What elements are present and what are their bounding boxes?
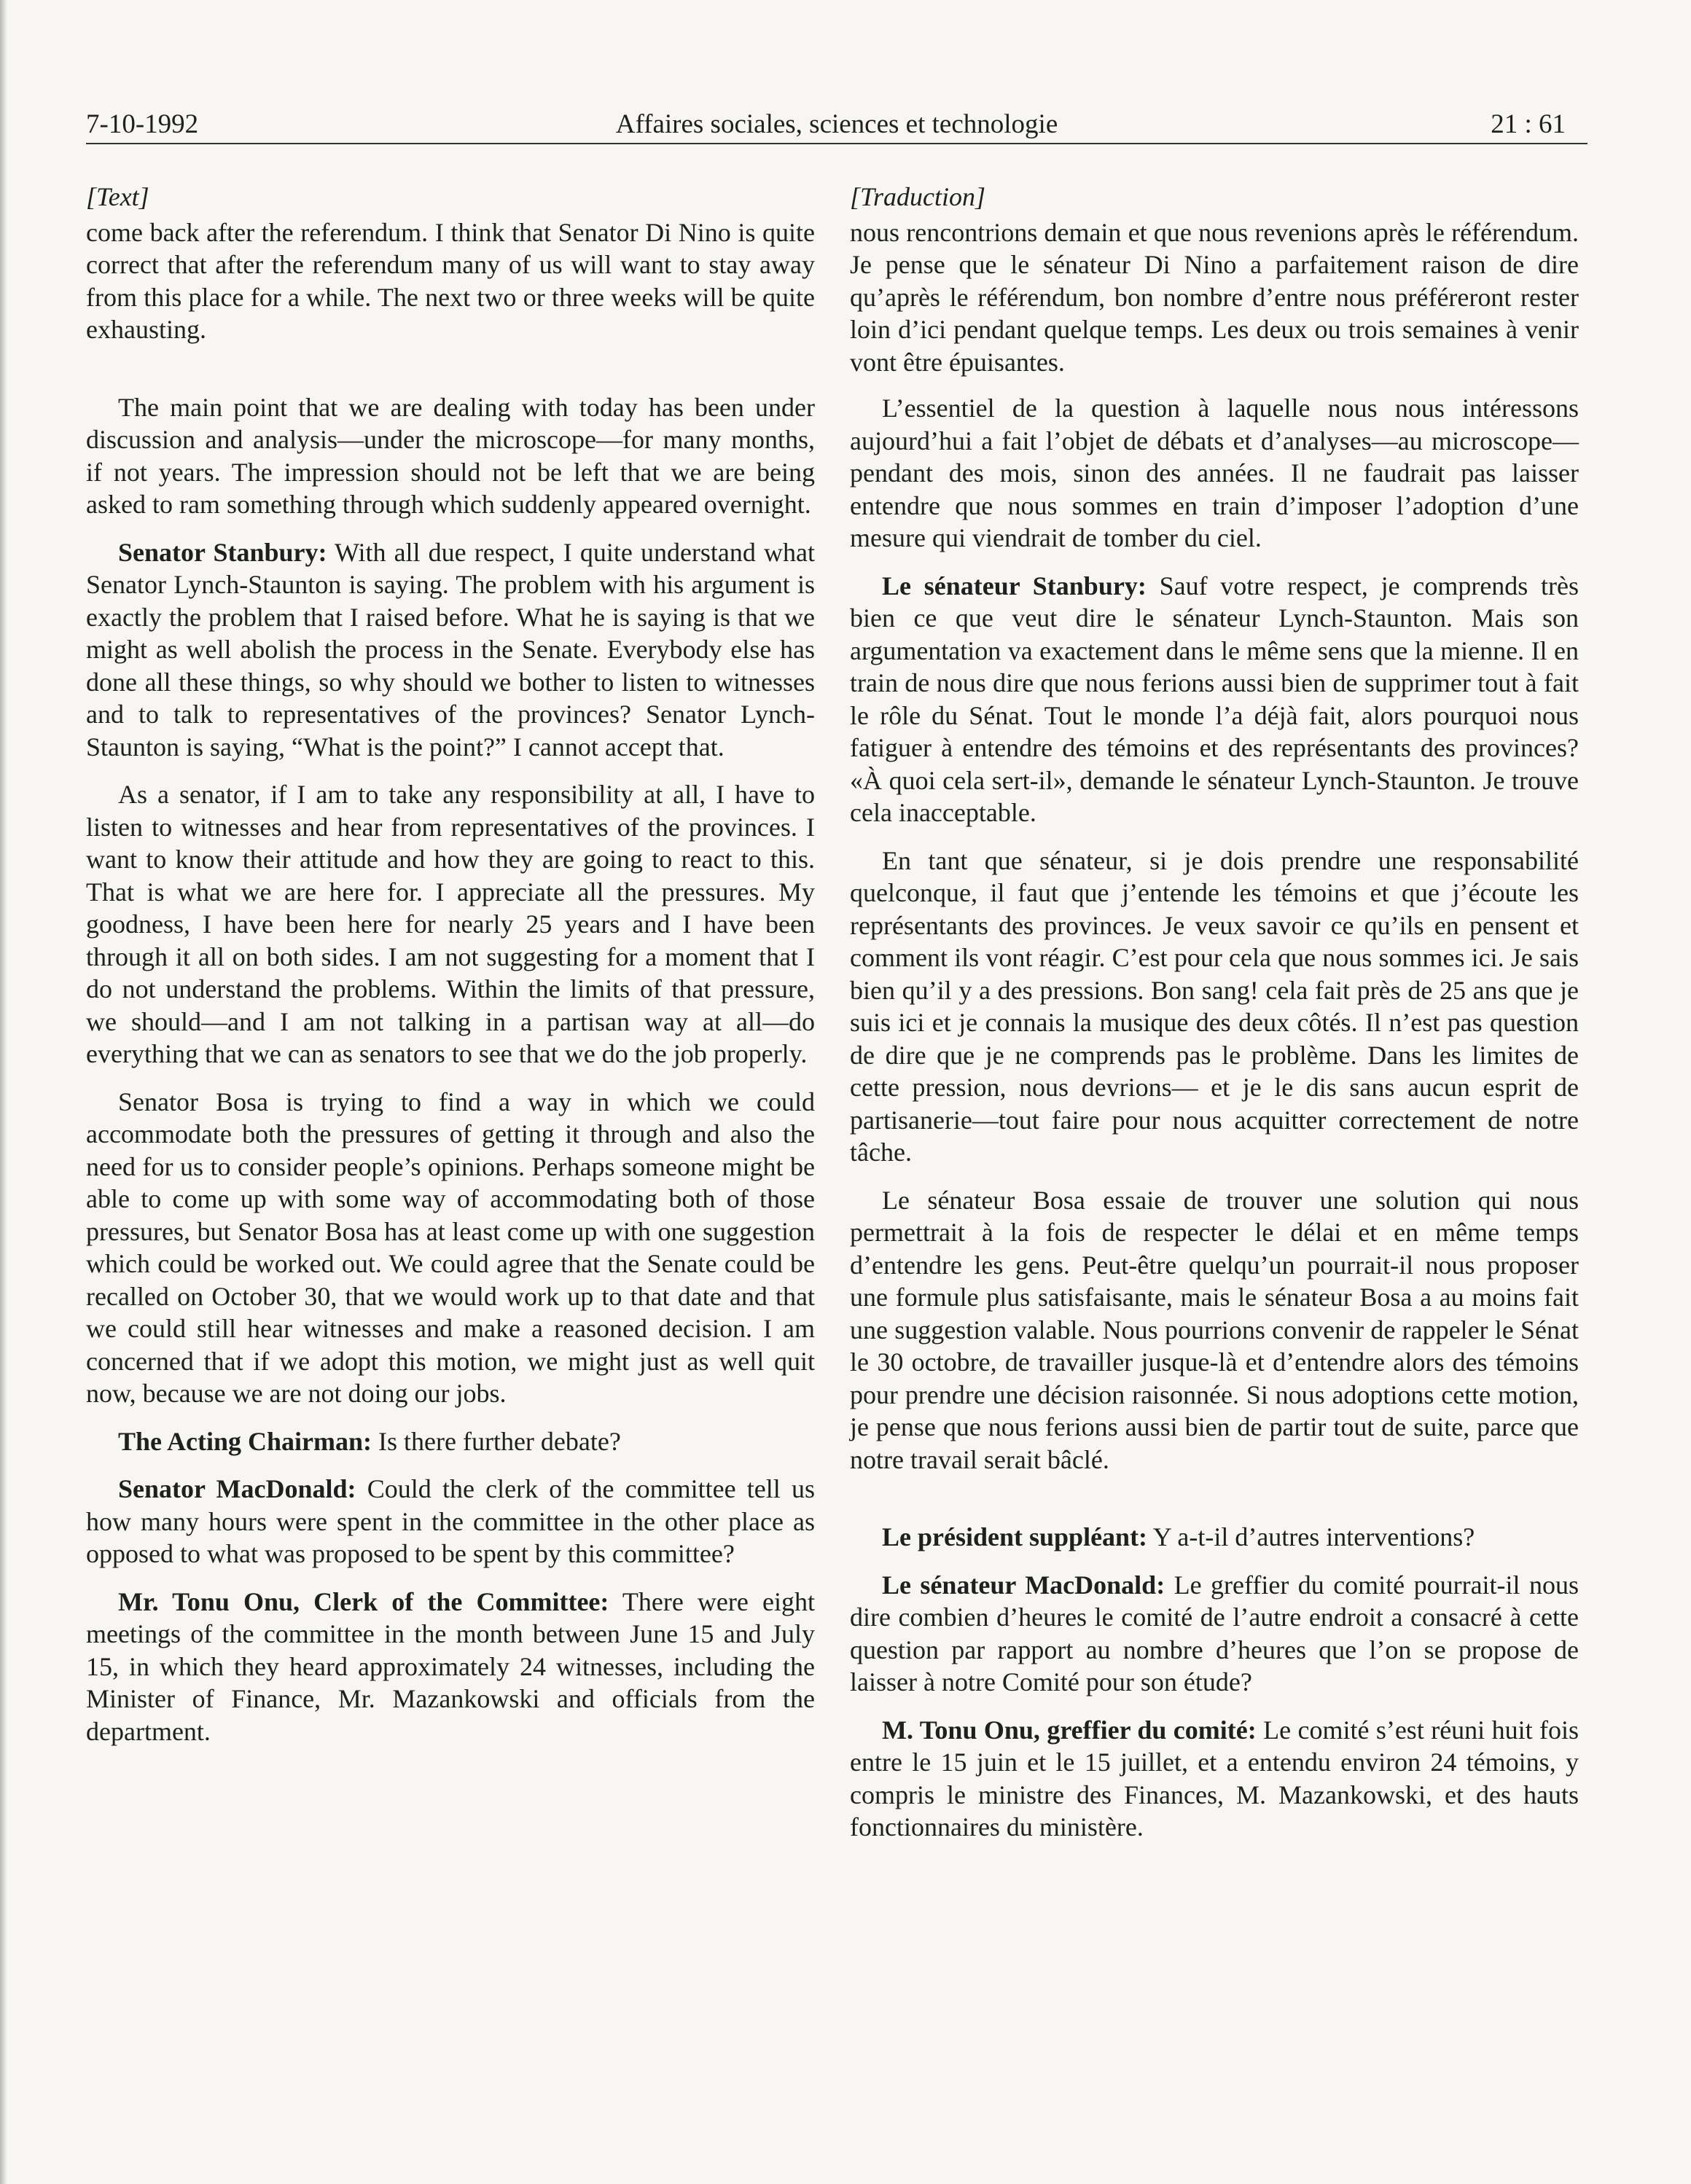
paragraph: come back after the referendum. I think that Senator Di Nino is quite correct that after the referendum many of us will want to stay away from this place for a while. The next two or three weeks will be quite exhausting. [86, 217, 815, 344]
speech-text: Could the clerk of the committee tell us how many hours were spent in the committee in the other place as opposed to what was proposed to be spent by this committee? [86, 1474, 815, 1568]
speech-text: Le greffier du comité pourrait-il nous dire combien d’heures le comité de l’autre endroit a consacré à cette question par rapport au nombre d’heures que l’on se propose de laisser à notre Comité pour son étude? [850, 1570, 1579, 1696]
speech-text: Is there further debate? [378, 1426, 621, 1456]
header-date: 7-10-1992 [86, 109, 199, 139]
speech [86, 536, 815, 764]
paragraph: Le sénateur Bosa essaie de trouver une solution qui nous permettrait à la fois de respecter le délai et en même temps d’entendre les gens. Peut-être quelqu’un pourrait-il nous proposer une formule plus satisfaisante, mais le sénateur Bosa a au moins fait une suggestion valable. Nous pourrions convenir de rappeler le Sénat le 30 octobre, de travailler jusque-là et d’entendre alors des témoins pour prendre une décision raisonnée. Si nous adoptions cette motion, je pense que nous ferions aussi bien de partir tout de suite, parce que notre travail serait bâclé. [850, 1185, 1579, 1474]
english-column [86, 181, 815, 1747]
speaker-name: The Acting Chairman: [118, 1426, 372, 1456]
speech-text: Le comité s’est réuni huit fois entre le 15 juin et le 15 juillet, et a entendu environ 24 témoins, y compris le ministre des Finances, M. Mazankowski, et des hauts fonctionnaires du ministère. [850, 1715, 1579, 1841]
header-title: Affaires sociales, sciences et technologie [615, 109, 1058, 139]
speech [86, 1473, 815, 1570]
text-label: [Text] [86, 182, 149, 211]
translation-label: [Traduction] [850, 182, 986, 211]
speech [86, 1425, 815, 1458]
speech-text: Sauf votre respect, je comprends très bien ce que veut dire le sénateur Lynch-Staunton. Mais son argumentation va exactement dans le même sens que la mienne. Il en train de nous dire que nous ferions aussi bien de supprimer tout à fait le rôle du Sénat. Tout le monde l’a déjà fait, alors pourquoi nous fatiguer à entendre des témoins et des représentants des provinces? «À quoi cela sert-il», demande le sénateur Lynch-Staunton. Je trouve cela inacceptable. [850, 571, 1579, 827]
french-column [850, 181, 1579, 1844]
speech-text: There were eight meetings of the committee in the month between June 15 and July 15, in which they heard approximately 24 witnesses, including the Minister of Finance, Mr. Mazankowski and officials from the department. [86, 1586, 815, 1746]
speaker-name: M. Tonu Onu, greffier du comité: [882, 1715, 1257, 1745]
speech [850, 570, 1579, 829]
speaker-name: Le président suppléant: [882, 1522, 1148, 1551]
speaker-name: Mr. Tonu Onu, Clerk of the Committee: [118, 1586, 609, 1616]
paragraph: As a senator, if I am to take any responsibility at all, I have to listen to witnesses and hear from representatives of the provinces. I want to know their attitude and how they are going to react to this. That is what we are here for. I appreciate all the pressures. My goodness, I have been here for nearly 25 years and I have been through it all on both sides. I am not suggesting for a moment that I do not understand the problems. Within the limits of that pressure, we should—and I am not talking in a partisan way at all—do everything that we can as senators to see that we do the job properly. [86, 780, 815, 1068]
speaker-name: Le sénateur MacDonald: [882, 1570, 1165, 1600]
paragraph: nous rencontrions demain et que nous revenions après le référendum. Je pense que le sénateur Di Nino a parfaitement raison de dire qu’après le référendum, bon nombre d’entre nous préféreront rester loin d’ici pendant quelque temps. Les deux ou trois semaines à venir vont être épuisantes. [850, 217, 1579, 377]
paragraph: The main point that we are dealing with today has been under discussion and analysis—under the microscope—for many months, if not years. The impression should not be left that we are being asked to ram something through which suddenly appeared overnight. [86, 392, 815, 519]
paragraph: Senator Bosa is trying to find a way in which we could accommodate both the pressures of getting it through and also the need for us to consider people’s opinions. Perhaps someone might be able to come up with some way of accommodating both of those pressures, but Senator Bosa has at least come up with one suggestion which could be worked out. We could agree that the Senate could be recalled on October 30, that we would work up to that date and that we could still hear witnesses and make a reasoned decision. I am concerned that if we adopt this motion, we might just as well quit now, because we are not doing our jobs. [86, 1087, 815, 1408]
speech-text: With all due respect, I quite understand what Senator Lynch-Staunton is saying. The problem with his argument is exactly the problem that I raised before. What he is saying is that we might as well abolish the process in the Senate. Everybody else has done all these things, so why should we bother to listen to witnesses and to talk to representatives of the provinces? Senator Lynch-Staunton is saying, “What is the point?” I cannot accept that. [86, 537, 815, 762]
speaker-name: Le sénateur Stanbury: [882, 571, 1147, 600]
paragraph: L’essentiel de la question à laquelle nous nous intéressons aujourd’hui a fait l’objet de débats et d’analyses—au microscope—pendant des mois, sinon des années. Il ne faudrait pas laisser entendre que nous sommes en train d’imposer l’adoption d’une mesure qui viendrait de tomber du ciel. [850, 394, 1579, 552]
page-binding-edge [0, 0, 7, 2184]
speech [86, 1586, 815, 1748]
speech [850, 1569, 1579, 1699]
page-header [86, 99, 1587, 144]
speaker-name: Senator MacDonald: [118, 1474, 356, 1503]
speech-text: Y a-t-il d’autres interventions? [1152, 1522, 1475, 1551]
header-page-number: 21 : 61 [1491, 109, 1566, 139]
speech [850, 1521, 1579, 1554]
speech [850, 1714, 1579, 1844]
speaker-name: Senator Stanbury: [118, 537, 327, 567]
paragraph: En tant que sénateur, si je dois prendre une responsabilité quelconque, il faut que j’entende les témoins et que j’écoute les représentants des provinces. Je veux savoir ce qu’ils en pensent et comment ils vont réagir. C’est pour cela que nous sommes ici. Je sais bien qu’il y a des pressions. Bon sang! cela fait près de 25 ans que je suis ici et je connais la musique des deux côtés. Il n’est pas question de dire que je ne comprends pas le problème. Dans les limites de cette pression, nous devrions— et je le dis sans aucun esprit de partisanerie—tout faire pour nous acquitter correctement de notre tâche. [850, 845, 1579, 1167]
